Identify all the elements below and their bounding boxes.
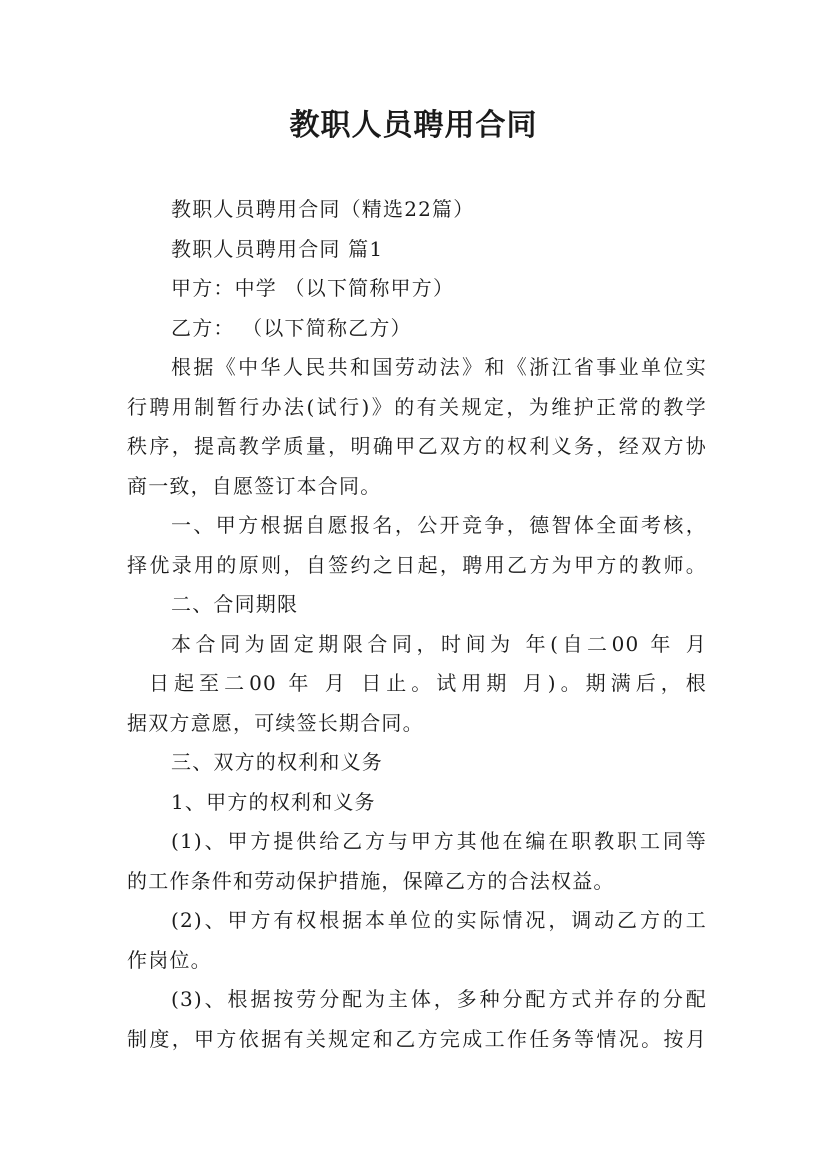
document-body [127, 190, 707, 1059]
paragraph-line: 制度，甲方依据有关规定和乙方完成工作任务等情况。按月 [127, 1026, 707, 1051]
paragraph-line: (1)、甲方提供给乙方与甲方其他在编在职教职工同等 [171, 829, 707, 853]
paragraph-line: 1、甲方的权利和义务 [171, 789, 376, 814]
paragraph-line: 本合同为固定期限合同，时间为 年(自二00 年 月 [171, 631, 707, 656]
paragraph-line: (2)、甲方有权根据本单位的实际情况，调动乙方的工 [171, 908, 707, 932]
paragraph-line: 行聘用制暂行办法(试行)》的有关规定，为维护正常的教学 [127, 394, 707, 419]
paragraph-line: (3)、根据按劳分配为主体，多种分配方式并存的分配 [171, 987, 707, 1011]
paragraph-line: 作岗位。 [127, 947, 212, 972]
paragraph-line: 甲方：中学 （以下简称甲方） [171, 276, 455, 300]
paragraph-line: 择优录用的原则，自签约之日起，聘用乙方为甲方的教师。 [127, 552, 707, 577]
paragraph-line: 三、双方的权利和义务 [171, 750, 383, 774]
document-title: 教职人员聘用合同 [289, 108, 538, 143]
paragraph-line: 秩序，提高教学质量，明确甲乙双方的权利义务，经双方协 [127, 434, 707, 458]
paragraph-line: 据双方意愿，可续签长期合同。 [127, 710, 424, 735]
paragraph-line: 日起至二00 年 月 日止。试用期 月)。期满后，根 [149, 671, 707, 695]
paragraph-line: 教职人员聘用合同（精选22篇） [171, 197, 475, 221]
paragraph-line: 教职人员聘用合同 篇1 [171, 236, 384, 261]
paragraph-line: 商一致，自愿签订本合同。 [127, 473, 382, 498]
paragraph-line: 一、甲方根据自愿报名，公开竞争，德智体全面考核， [171, 513, 707, 537]
paragraph-line: 二、合同期限 [171, 592, 299, 616]
paragraph-line: 乙方： （以下简称乙方） [171, 315, 412, 340]
paragraph-line: 根据《中华人民共和国劳动法》和《浙江省事业单位实 [171, 355, 707, 379]
paragraph-line: 的工作条件和劳动保护措施，保障乙方的合法权益。 [127, 868, 615, 893]
